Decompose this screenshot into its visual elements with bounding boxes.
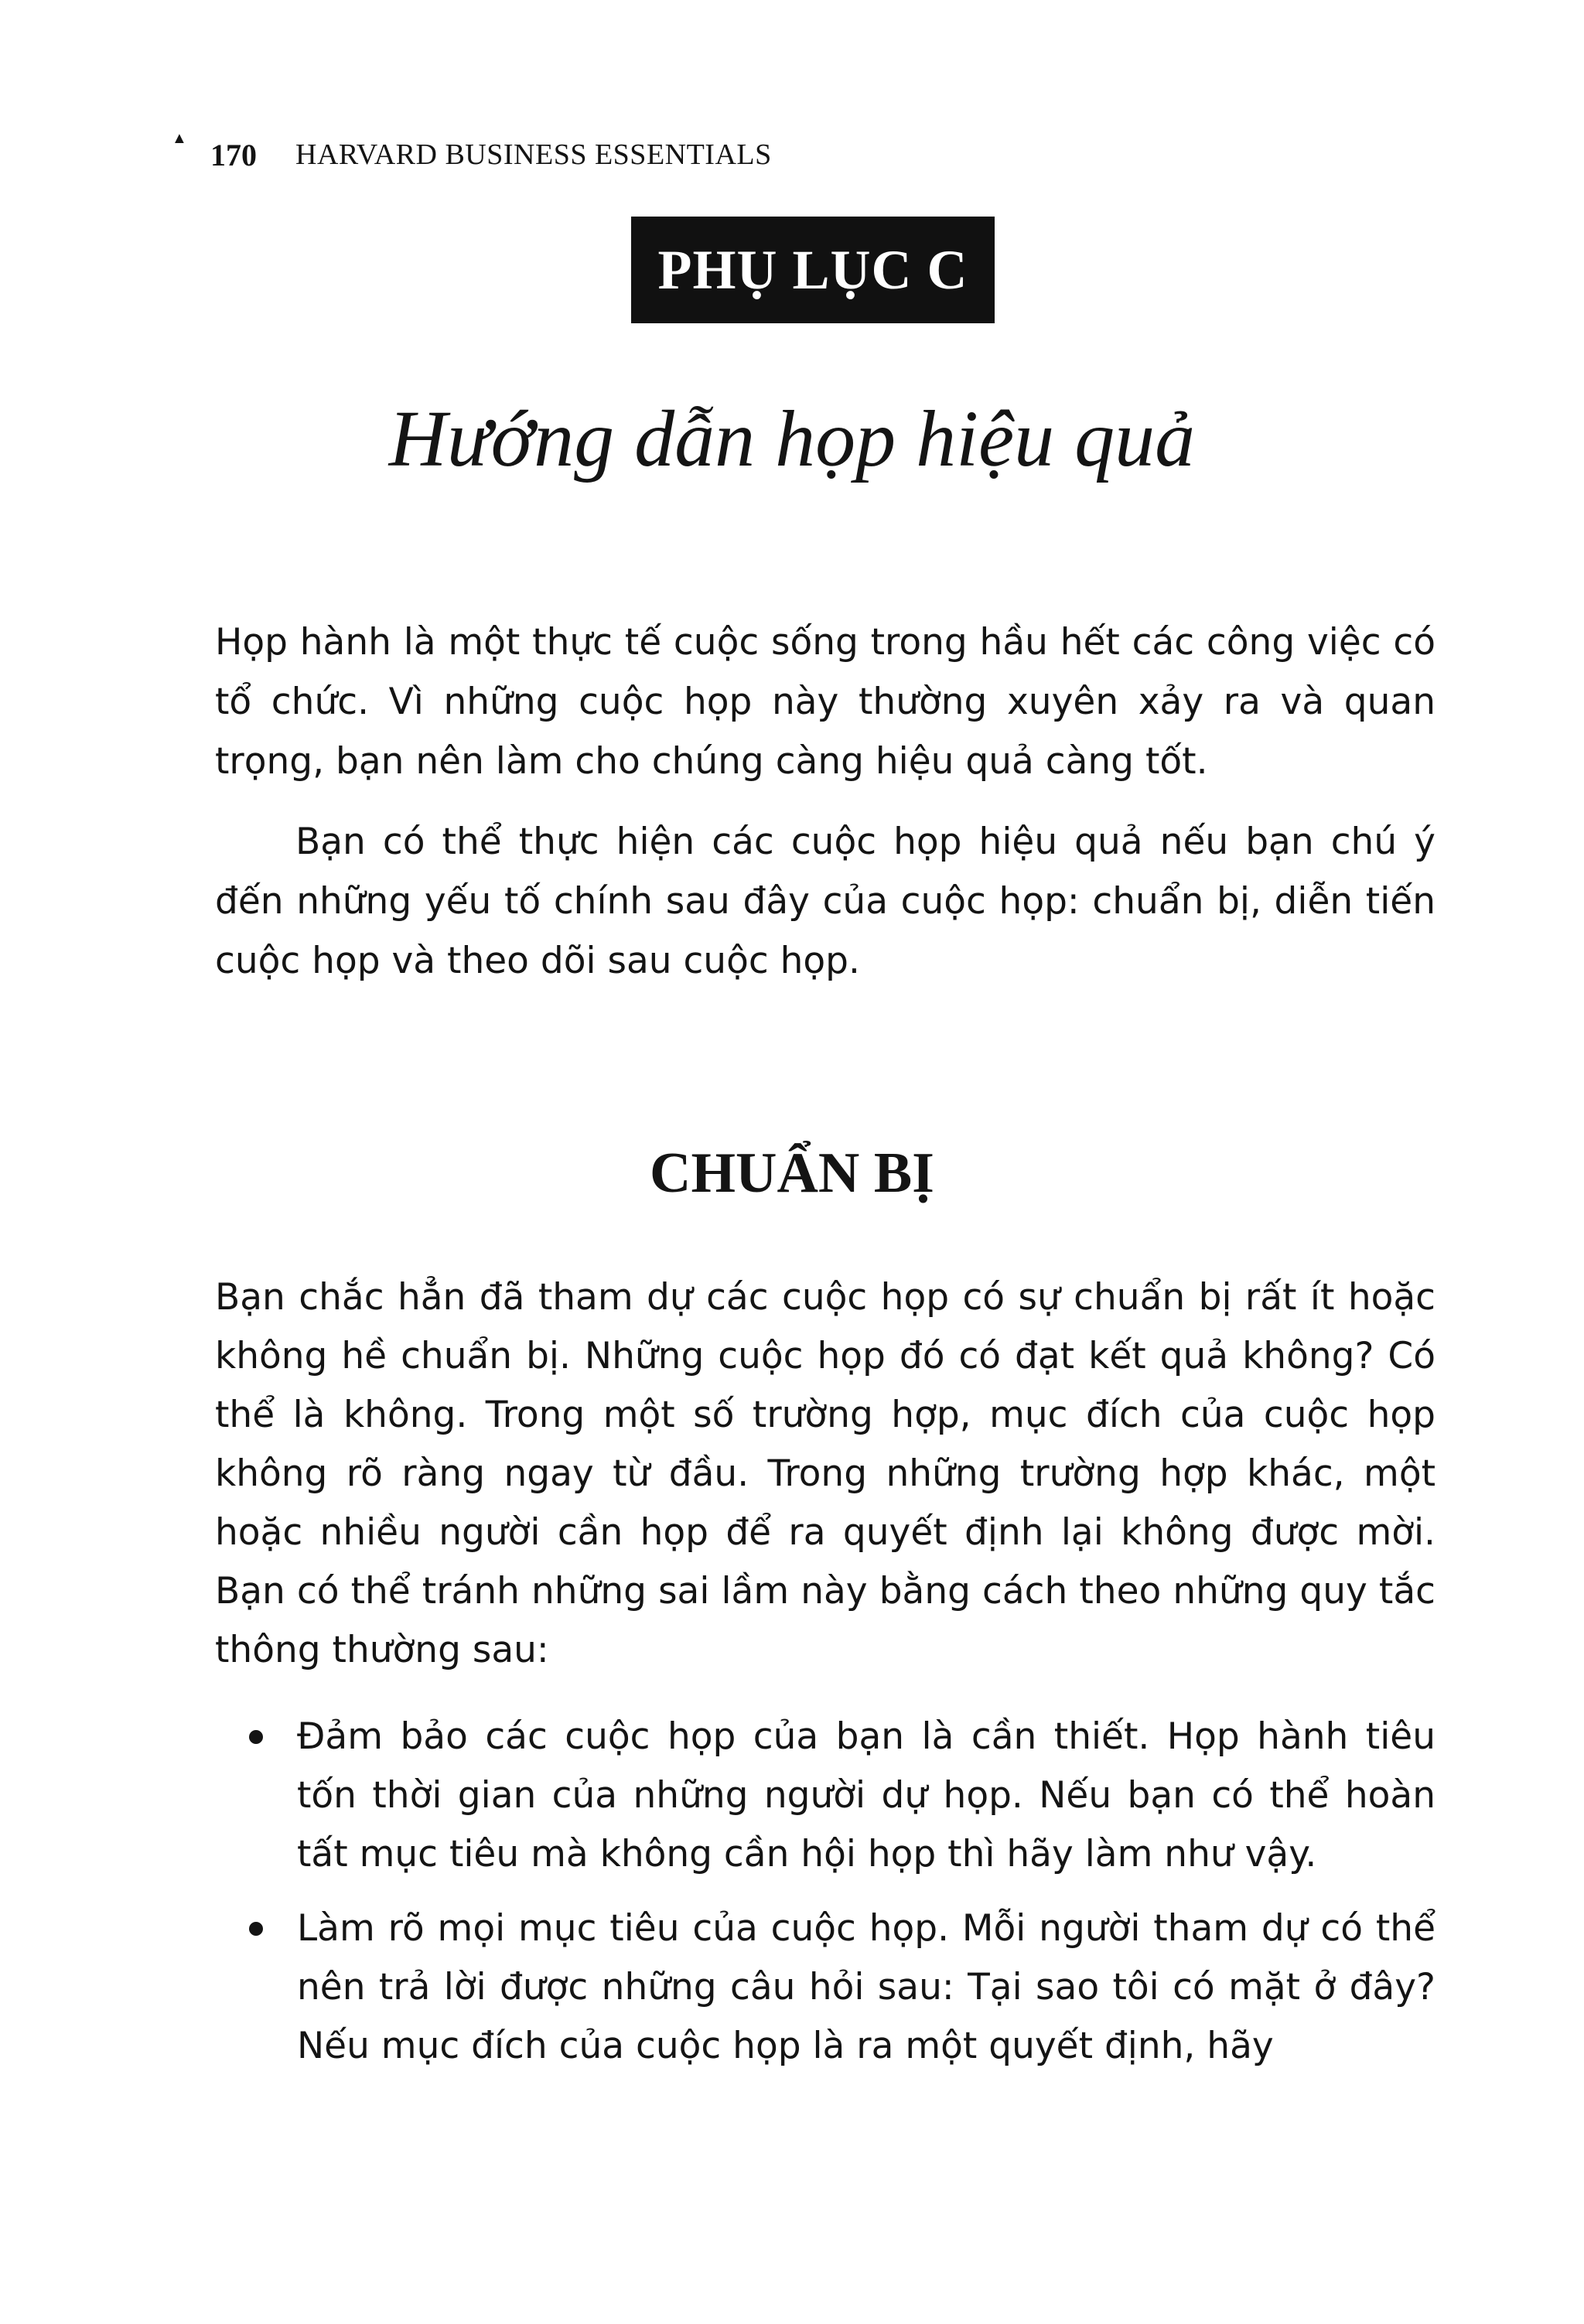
running-head: HARVARD BUSINESS ESSENTIALS [295, 138, 772, 171]
bullet-dot-icon [249, 1922, 263, 1936]
page-header [172, 131, 772, 178]
intro-paragraph-1: Họp hành là một thực tế cuộc sống trong hầu hết các công việc có tổ chức. Vì những cuộc họp này thường xuyên xảy ra và quan trọng, bạn nên làm cho chúng càng hiệu quả càng tốt. [215, 621, 1436, 783]
bullet-item [215, 1899, 1436, 2076]
bullet-item [215, 1708, 1436, 1884]
bullet-text: Làm rõ mọi mục tiêu của cuộc họp. Mỗi người tham dự có thể nên trả lời được những câu hỏi sau: Tại sao tôi có mặt ở đây? Nếu mục đích của cuộc họp là ra một quyết định, hãy [297, 1907, 1436, 2067]
chapter-title: Hướng dẫn họp hiệu quả [388, 394, 1196, 483]
page-number: 170 [210, 137, 257, 172]
section-heading: CHUẨN BỊ [650, 1142, 934, 1205]
bullet-list [215, 1708, 1436, 2091]
triangle-mark-icon: ▲ [172, 130, 187, 147]
appendix-label: PHỤ LỤC C [631, 217, 995, 323]
bullet-text: Đảm bảo các cuộc họp của bạn là cần thiết. Họp hành tiêu tốn thời gian của những người dự họp. Nếu bạn có thể hoàn tất mục tiêu mà không cần hội họp thì hãy làm như vậy. [297, 1715, 1436, 1875]
bullet-dot-icon [249, 1730, 263, 1744]
section-paragraph: Bạn chắc hẳn đã tham dự các cuộc họp có sự chuẩn bị rất ít hoặc không hề chuẩn bị. Những cuộc họp đó có đạt kết quả không? Có thể là không. Trong một số trường hợp, mục đích của cuộc họp không rõ ràng ngay từ đầu. Trong những trường hợp khác, một hoặc nhiều người cần họp để ra quyết định lại không được mời. Bạn có thể tránh những sai lầm này bằng cách theo những quy tắc thông thường sau: [215, 1276, 1436, 1671]
intro-paragraph-2: Bạn có thể thực hiện các cuộc họp hiệu quả nếu bạn chú ý đến những yếu tố chính sau đây của cuộc họp: chuẩn bị, diễn tiến cuộc họp và theo dõi sau cuộc họp. [215, 821, 1436, 982]
